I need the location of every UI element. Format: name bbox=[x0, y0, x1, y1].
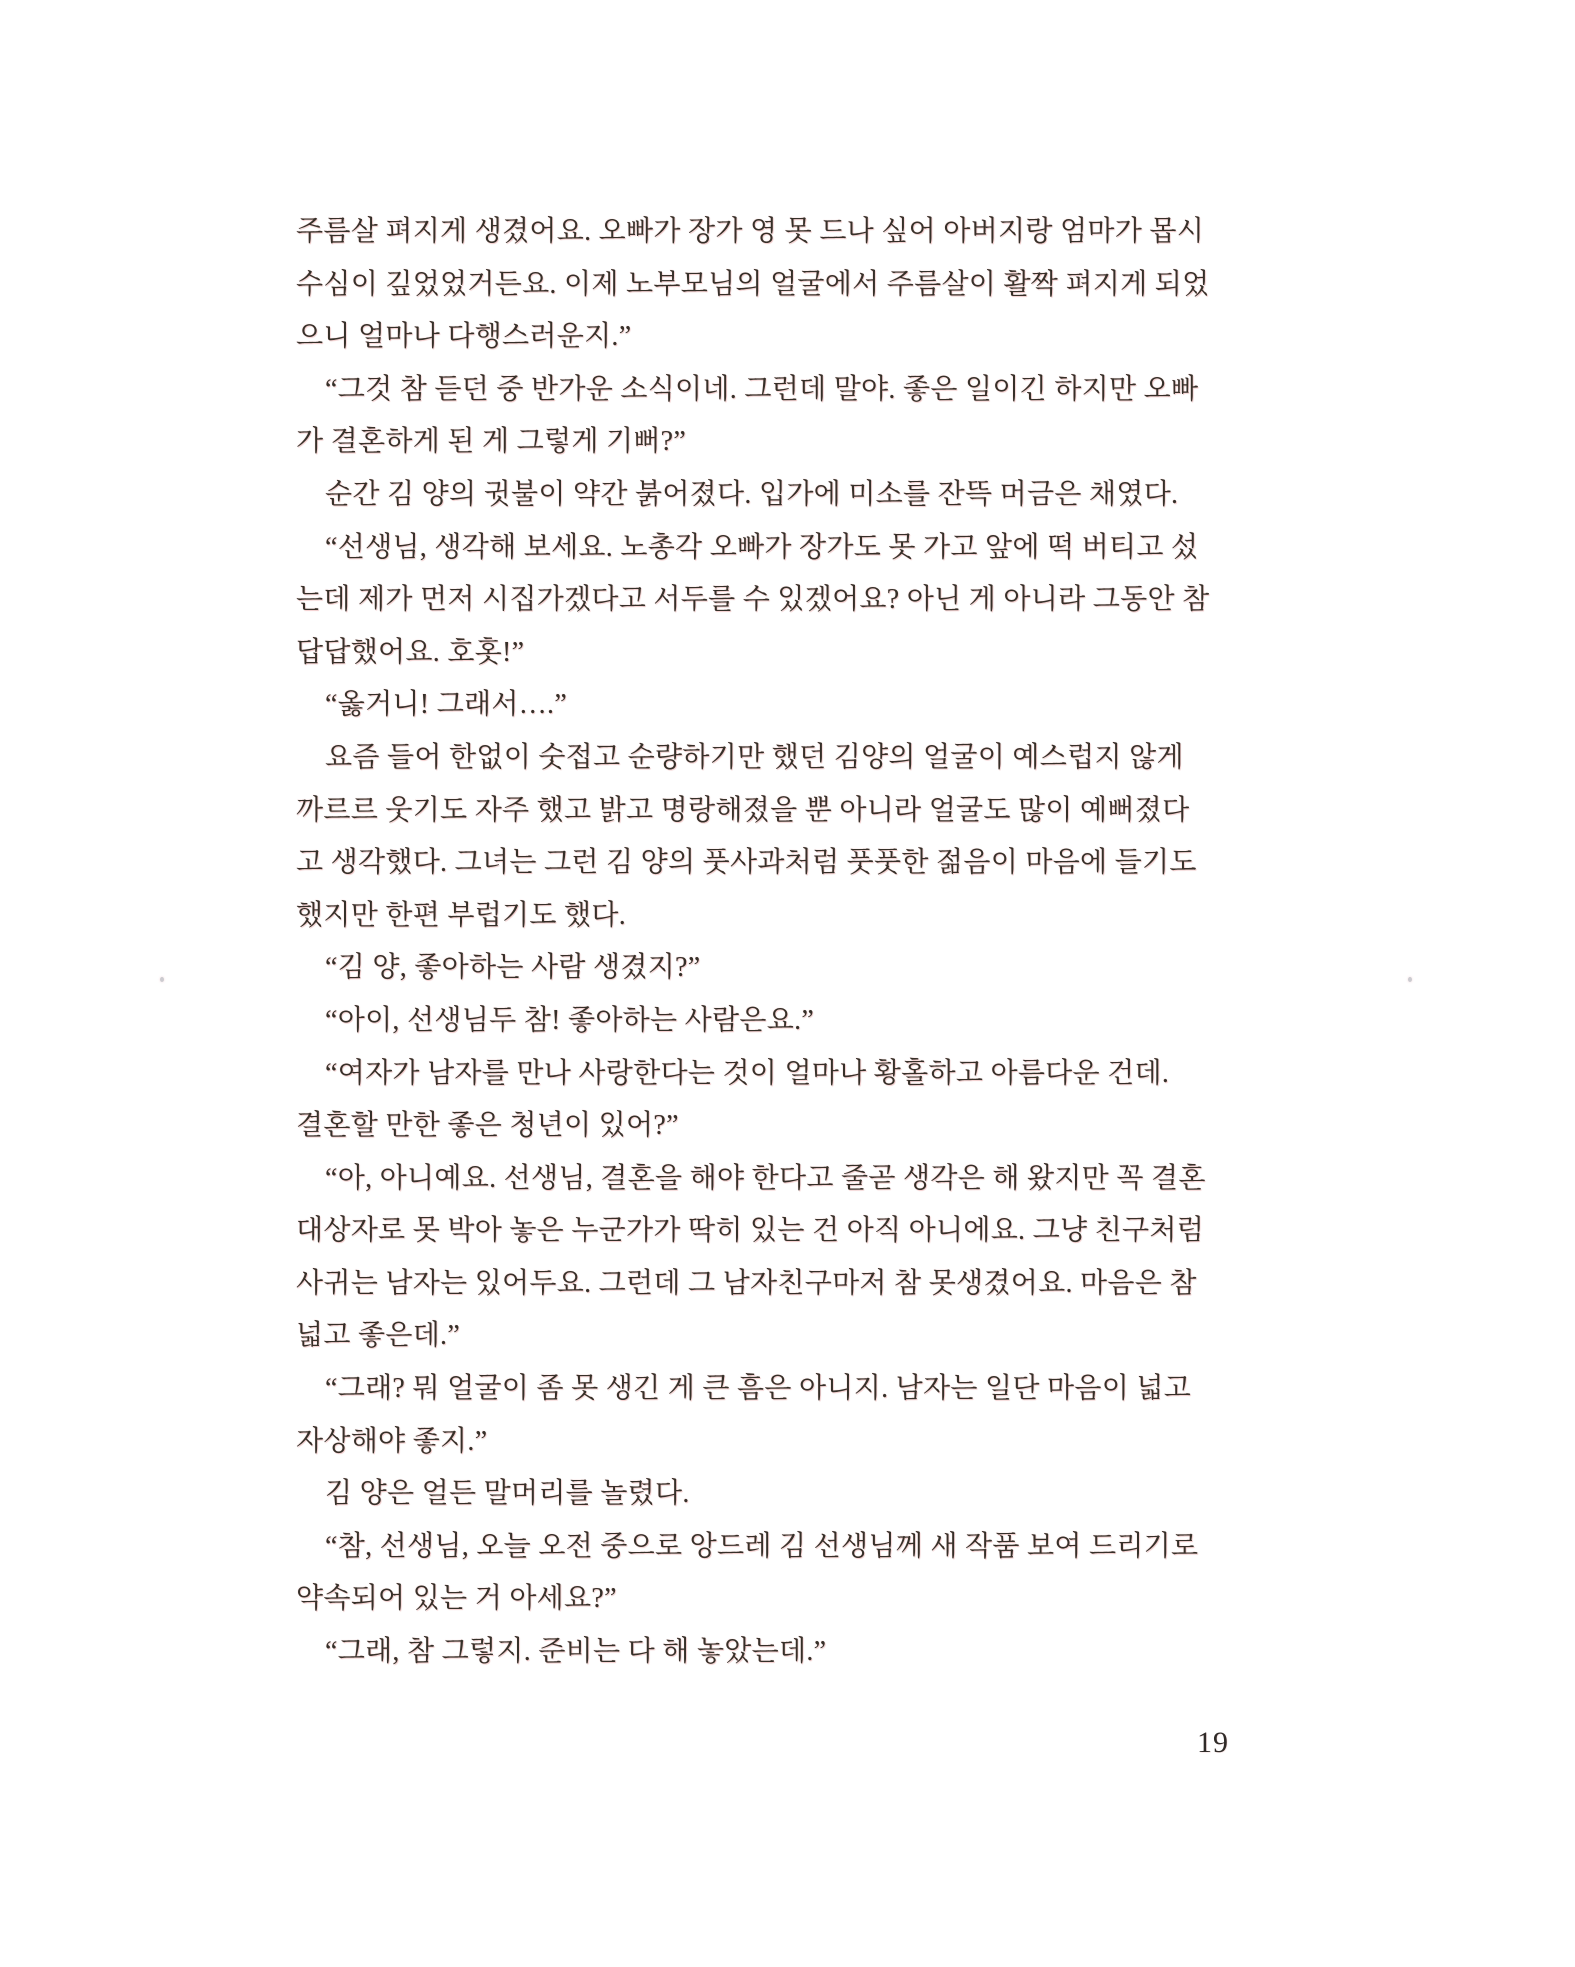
scan-speck-right bbox=[1408, 977, 1412, 982]
text-line: 했지만 한편 부럽기도 했다. bbox=[296, 899, 627, 931]
text-line: 사귀는 남자는 있어두요. 그런데 그 남자친구마저 참 못생겼어요. 마음은 참 bbox=[296, 1267, 1197, 1299]
text-line: “그래, 참 그렇지. 준비는 다 해 놓았는데.” bbox=[325, 1636, 827, 1668]
text-line: 김 양은 얼든 말머리를 놀렸다. bbox=[325, 1478, 690, 1510]
text-line: “아이, 선생님두 참! 좋아하는 사람은요.” bbox=[325, 1004, 815, 1036]
text-line: 순간 김 양의 귓불이 약간 붉어졌다. 입가에 미소를 잔뜩 머금은 채였다. bbox=[325, 478, 1179, 510]
text-line: 고 생각했다. 그녀는 그런 김 양의 풋사과처럼 풋풋한 젊음이 마음에 들기도 bbox=[296, 847, 1197, 879]
text-line: “그것 참 듣던 중 반가운 소식이네. 그런데 말야. 좋은 일이긴 하지만 오빠 bbox=[325, 373, 1199, 405]
text-line: 주름살 펴지게 생겼어요. 오빠가 장가 영 못 드나 싶어 아버지랑 엄마가 몹시 bbox=[296, 216, 1205, 247]
text-line: “김 양, 좋아하는 사람 생겼지?” bbox=[325, 952, 701, 984]
text-line: “여자가 남자를 만나 사랑한다는 것이 얼마나 황홀하고 아름다운 건데. bbox=[325, 1057, 1170, 1089]
text-line: 는데 제가 먼저 시집가겠다고 서두를 수 있겠어요? 아닌 게 아니라 그동안 참 bbox=[296, 584, 1210, 616]
text-line: “참, 선생님, 오늘 오전 중으로 앙드레 김 선생님께 새 작품 보여 드리기로 bbox=[325, 1530, 1199, 1562]
text-line: 넓고 좋은데.” bbox=[296, 1320, 461, 1352]
text-line: “옳거니! 그래서….” bbox=[325, 689, 568, 721]
text-line: 약속되어 있는 거 아세요?” bbox=[296, 1583, 617, 1615]
page-number: 19 bbox=[1197, 1726, 1229, 1759]
text-line: “선생님, 생각해 보세요. 노총각 오빠가 장가도 못 가고 앞에 떡 버티고 섰 bbox=[325, 531, 1199, 563]
text-line: 답답했어요. 호홋!” bbox=[296, 636, 525, 668]
text-line: 결혼할 만한 좋은 청년이 있어?” bbox=[296, 1110, 679, 1142]
scan-speck-left bbox=[160, 977, 164, 982]
text-line: “아, 아니예요. 선생님, 결혼을 해야 한다고 줄곧 생각은 해 왔지만 꼭 결혼 bbox=[325, 1162, 1206, 1194]
page-text bbox=[296, 206, 1218, 1679]
text-line: 자상해야 좋지.” bbox=[296, 1425, 488, 1457]
text-line: 수심이 깊었었거든요. 이제 노부모님의 얼굴에서 주름살이 활짝 펴지게 되었 bbox=[296, 268, 1210, 300]
text-line: 요즘 들어 한없이 숫접고 순량하기만 했던 김양의 얼굴이 예스럽지 않게 bbox=[325, 741, 1184, 773]
text-line: 까르르 웃기도 자주 했고 밝고 명랑해졌을 뿐 아니라 얼굴도 많이 예뻐졌다 bbox=[296, 794, 1190, 826]
text-line: 대상자로 못 박아 놓은 누군가가 딱히 있는 건 아직 아니에요. 그냥 친구처럼 bbox=[296, 1215, 1205, 1247]
text-line: “그래? 뭐 얼굴이 좀 못 생긴 게 큰 흠은 아니지. 남자는 일단 마음이 넓고 bbox=[325, 1373, 1192, 1405]
text-line: 가 결혼하게 된 게 그렇게 기뻐?” bbox=[296, 426, 687, 458]
text-line: 으니 얼마나 다행스러운지.” bbox=[296, 321, 632, 353]
